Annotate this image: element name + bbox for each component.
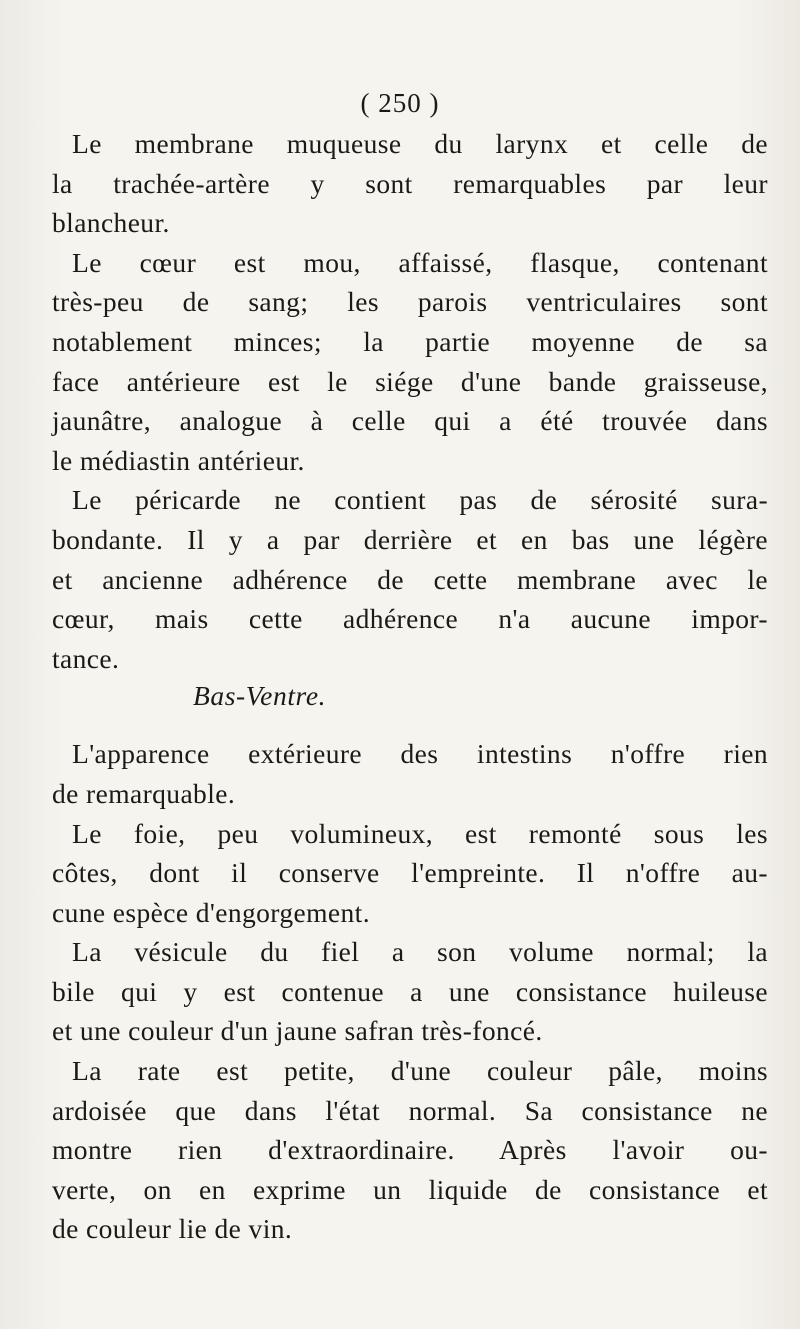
text-line: ardoisée que dans l'état normal. Sa consistance ne bbox=[52, 1094, 768, 1126]
text-line: verte, on en exprime un liquide de consistance et bbox=[52, 1173, 768, 1205]
paragraph-larynx bbox=[52, 124, 768, 243]
text-line: montre rien d'extraordinaire. Après l'avoir ou- bbox=[52, 1134, 768, 1166]
text-line: la trachée-artère y sont remarquables par leur bbox=[52, 167, 768, 199]
text-line: Le membrane muqueuse du larynx et celle de bbox=[72, 128, 768, 159]
paragraph-intestines bbox=[52, 734, 768, 813]
paragraph-heart bbox=[52, 243, 768, 481]
text-line: La vésicule du fiel a son volume normal; la bbox=[72, 936, 768, 968]
paragraph-liver bbox=[52, 814, 768, 933]
text-line: L'apparence extérieure des intestins n'offre rien bbox=[72, 738, 768, 770]
text-line: côtes, dont il conserve l'empreinte. Il n'offre au- bbox=[52, 857, 768, 889]
text-line: Le foie, peu volumineux, est remonté sous les bbox=[72, 817, 768, 849]
text-line: jaunâtre, analogue à celle qui a été trouvée dans bbox=[52, 405, 768, 437]
text-line: et ancienne adhérence de cette membrane avec le bbox=[52, 563, 768, 595]
text-line: cœur, mais cette adhérence n'a aucune impor- bbox=[52, 603, 768, 635]
text-line: notablement minces; la partie moyenne de sa bbox=[52, 325, 768, 357]
paragraph-pericardium bbox=[52, 480, 768, 678]
text-line: de remarquable. bbox=[52, 777, 236, 809]
text-line: blancheur. bbox=[52, 207, 170, 239]
text-line: et une couleur d'un jaune safran très-foncé. bbox=[52, 1015, 543, 1047]
text-line: bondante. Il y a par derrière et en bas une légère bbox=[52, 523, 768, 555]
text-line: de couleur lie de vin. bbox=[52, 1213, 293, 1245]
text-line: face antérieure est le siége d'une bande graisseuse, bbox=[52, 365, 768, 397]
text-line: bile qui y est contenue a une consistance huileuse bbox=[52, 975, 768, 1007]
body-text bbox=[52, 124, 768, 1249]
text-line: La rate est petite, d'une couleur pâle, moins bbox=[72, 1055, 768, 1087]
section-heading: Bas-Ventre. bbox=[193, 680, 327, 712]
text-line: Le cœur est mou, affaissé, flasque, contenant bbox=[72, 246, 768, 278]
page-number: ( 250 ) bbox=[360, 88, 440, 118]
text-line: cune espèce d'engorgement. bbox=[52, 896, 370, 928]
text-line: tance. bbox=[52, 642, 120, 674]
paragraph-spleen bbox=[52, 1051, 768, 1249]
text-line: le médiastin antérieur. bbox=[52, 444, 305, 476]
paragraph-gallbladder bbox=[52, 932, 768, 1051]
text-line: très-peu de sang; les parois ventriculaires sont bbox=[52, 286, 768, 318]
text-line: Le péricarde ne contient pas de sérosité sura- bbox=[72, 484, 768, 516]
